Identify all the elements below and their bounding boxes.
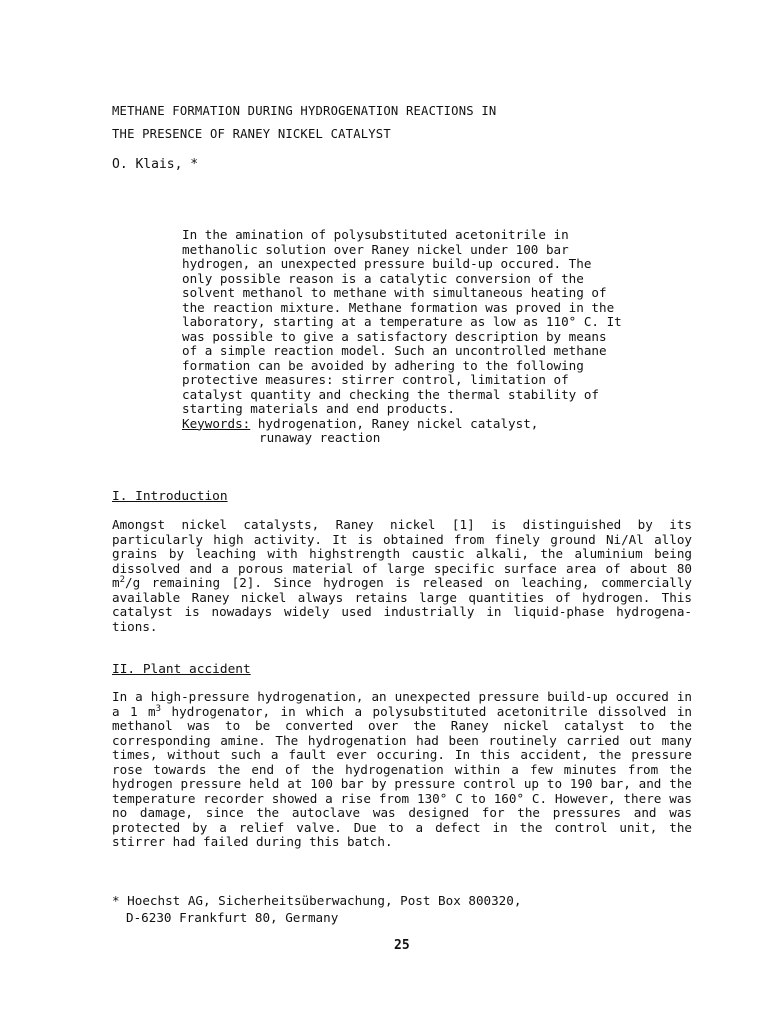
introduction-paragraph [112, 518, 692, 634]
introduction-text-b: /g remaining [2]. Since hydrogen is released on leaching, commercially available Raney nickel always retains large quantities of hydrogen. This catalyst is nowadays widely used industrially in liquid-phase hydrogena-tions. [112, 575, 692, 634]
keywords-line-2: runaway reaction [259, 430, 381, 445]
footnote-line-2: D-6230 Frankfurt 80, Germany [126, 910, 339, 925]
plant-accident-text-a: In a high-pressure hydrogenation, an unexpected pressure build-up occured in a 1 m [112, 689, 692, 719]
superscript-3: 3 [155, 703, 162, 714]
section-introduction-body [112, 518, 692, 634]
abstract-text: In the amination of polysubstituted acetonitrile in methanolic solution over Raney nickel under 100 bar hydrogen, an unexpected pressure build-up occured. The only possible reason is a catalytic conversion of the solvent methanol to methane with simultaneous heating of the reaction mixture. Methane formation was proved in the laboratory, starting at a temperature as low as 110° C. It was possible to give a satisfactory description by means of a simple reaction model. Such an uncontrolled methane formation can be avoided by adhering to the following protective measures: stirrer control, limitation of catalyst quantity and checking the thermal stability of starting materials and end products. [182, 227, 622, 416]
superscript-2: 2 [119, 574, 126, 585]
abstract [182, 228, 622, 446]
section-heading-introduction: I. Introduction [112, 489, 228, 504]
author-line: O. Klais, * [112, 157, 199, 172]
plant-accident-text-b: hydrogenator, in which a polysubstituted acetonitrile dissolved in methanol was to be converted over the Raney nickel catalyst to the corresponding amine. The hydrogenation had been routinely carried out many times, without such a fault ever occuring. In this accident, the pressure rose towards the end of the hydrogenation within a few minutes from the hydrogen pressure held at 100 bar by pressure control up to 190 bar, and the temperature recorder showed a rise from 130° C to 160° C. However, there was no damage, since the autoclave was designed for the pressures and was protected by a relief valve. Due to a defect in the control unit, the stirrer had failed during this batch. [112, 703, 693, 849]
paper-title [112, 100, 496, 146]
keywords-line-1: hydrogenation, Raney nickel catalyst, [250, 415, 539, 431]
section-heading-plant-accident: II. Plant accident [112, 662, 251, 677]
section-plant-accident-body [112, 690, 692, 850]
introduction-text-a: Amongst nickel catalysts, Raney nickel [1] is distinguished by its particularly high activity. It is obtained from finely ground Ni/Al alloy grains by leaching with highstrength caustic alkali, the aluminium being dissolved and a porous material of large specific surface area of about 80 m [112, 517, 692, 590]
plant-accident-paragraph [112, 690, 692, 850]
keywords [182, 417, 622, 446]
title-line-1: METHANE FORMATION DURING HYDROGENATION REACTIONS IN [112, 104, 497, 118]
page-number: 25 [394, 938, 410, 953]
keywords-label: Keywords: [182, 415, 251, 431]
footnote [112, 892, 521, 926]
title-line-2: THE PRESENCE OF RANEY NICKEL CATALYST [112, 127, 391, 141]
footnote-line-1: * Hoechst AG, Sicherheitsüberwachung, Post Box 800320, [112, 893, 522, 908]
